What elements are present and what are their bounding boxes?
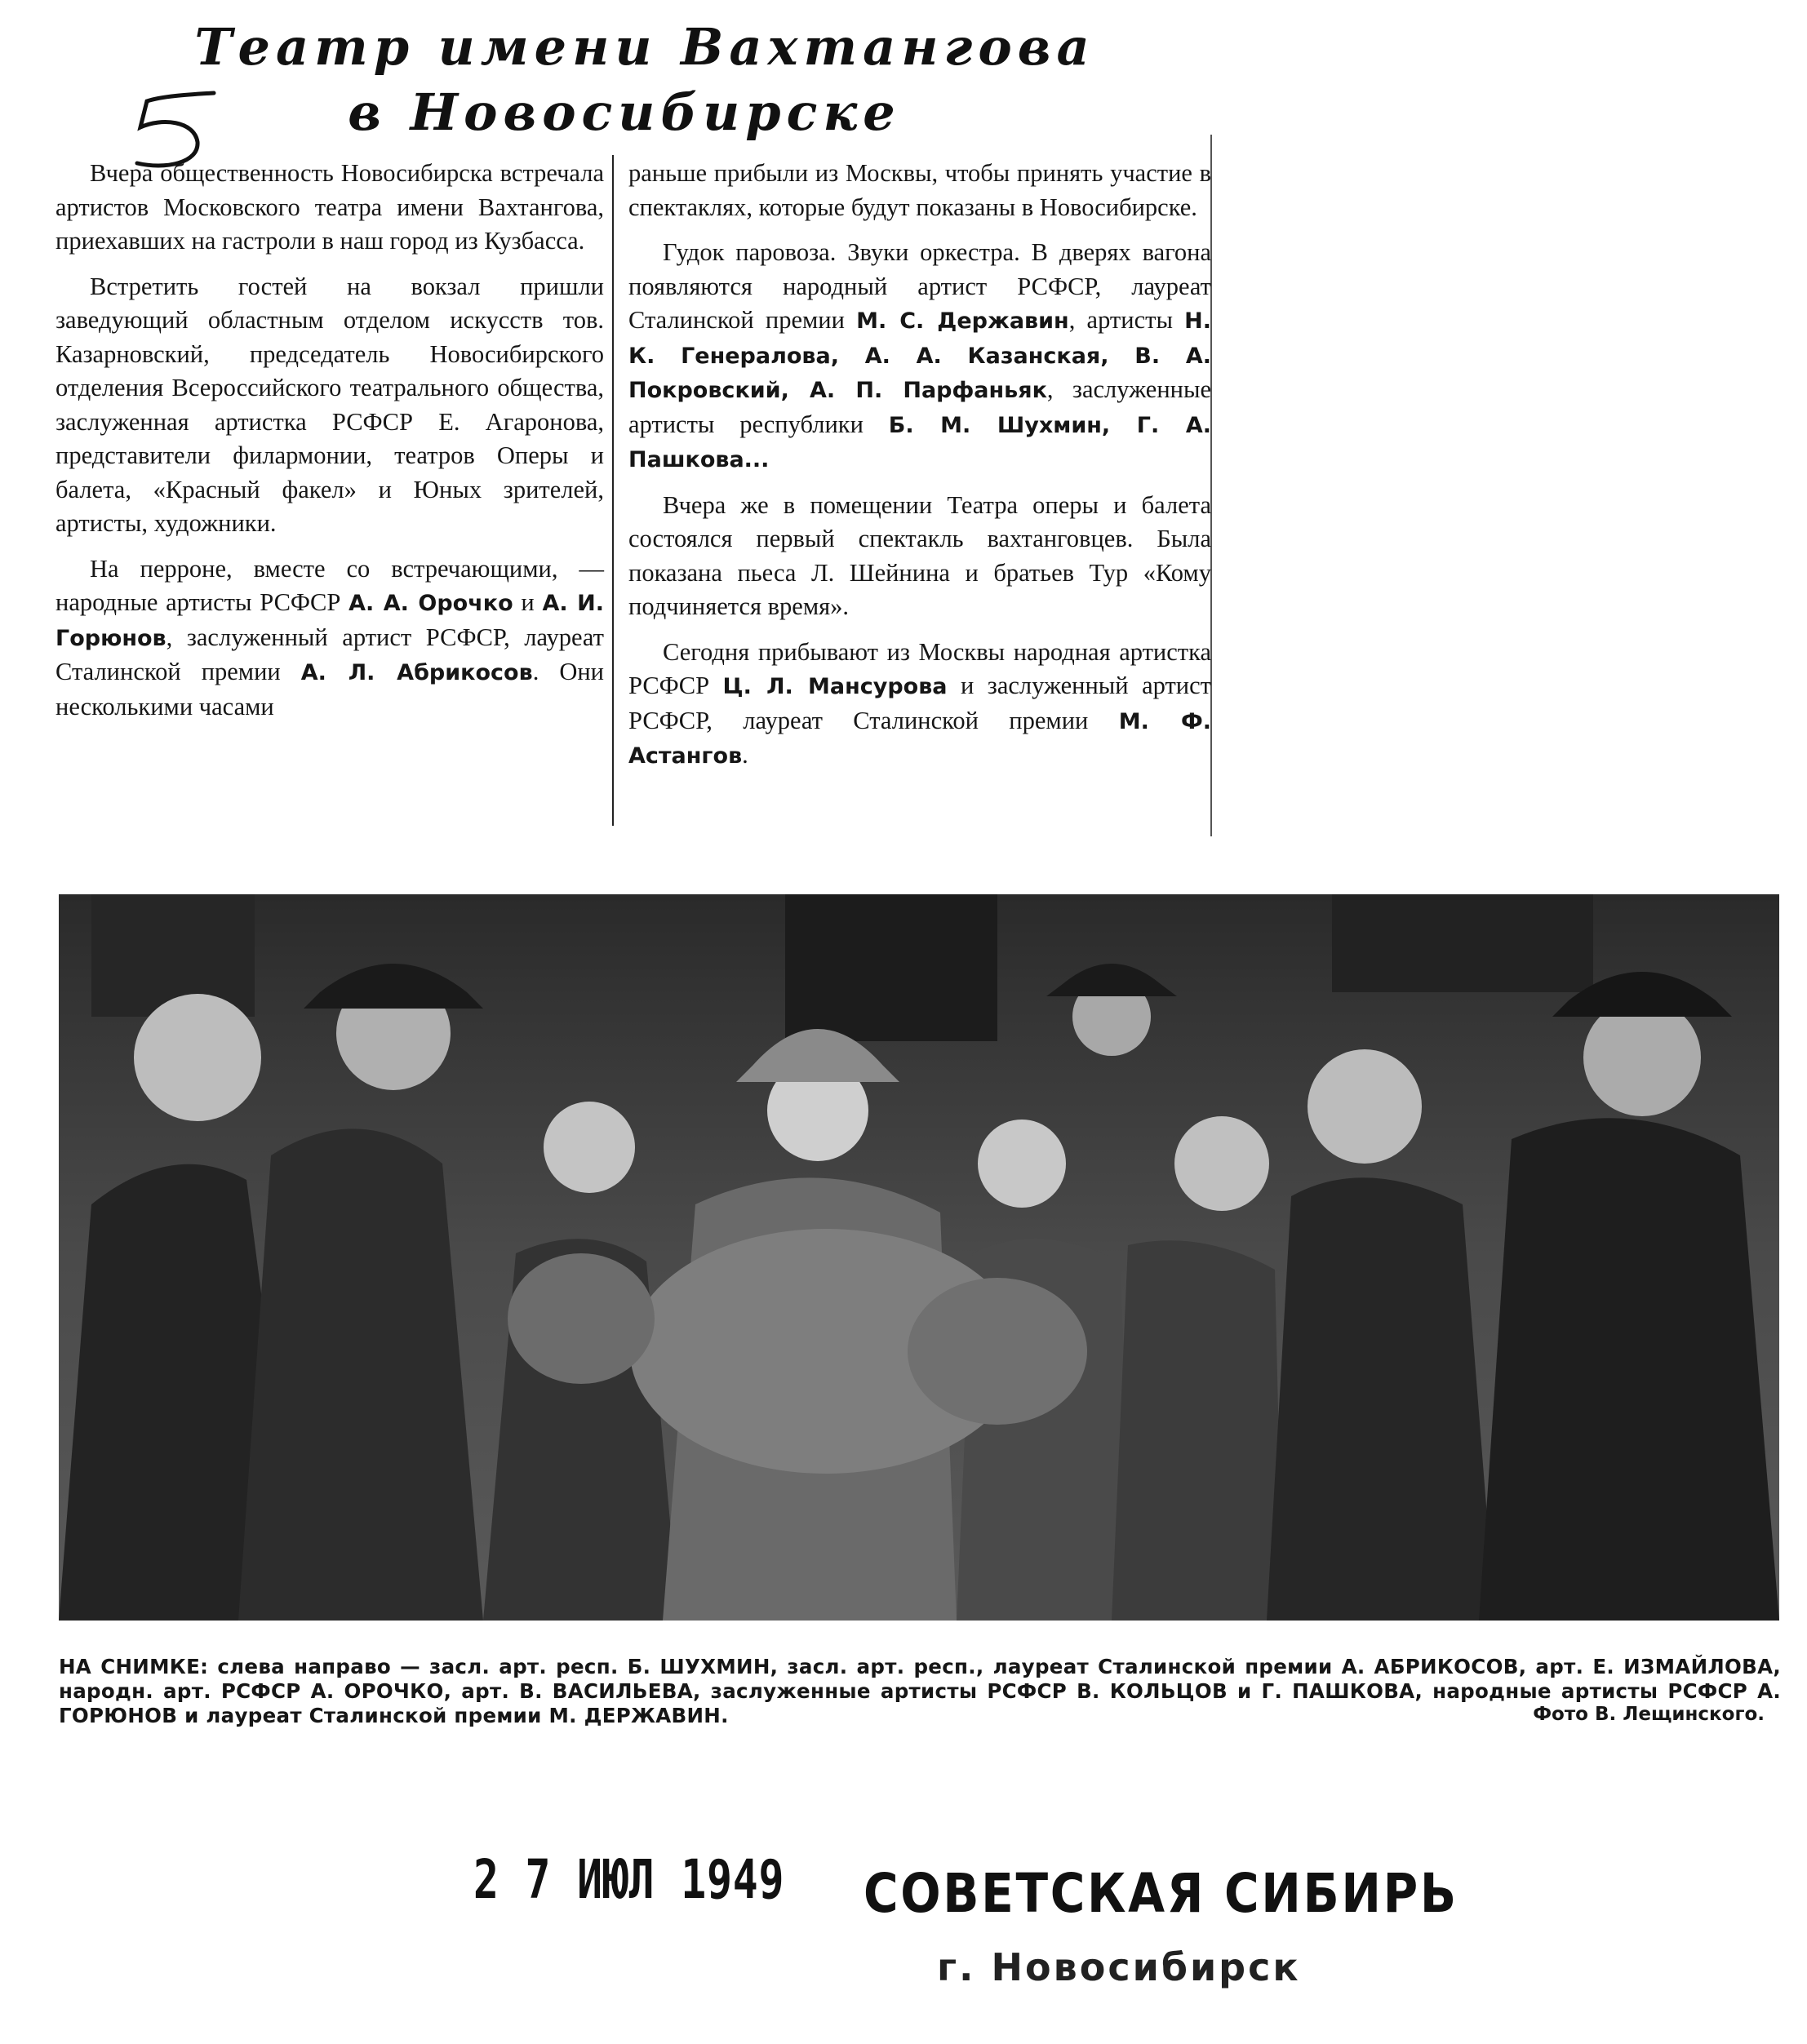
headline [122, 15, 1200, 145]
paragraph: На перроне, вместе со встречающими, — народные артисты РСФСР А. А. Орочко и А. И. Горюнов, заслуженный артист РСФСР, лауреат Сталинской премии А. Л. Абрикосов. Они несколькими часами [55, 554, 604, 720]
name-bold: Б. М. Шухмин, Г. А. Пашкова... [628, 412, 1211, 472]
paragraph: Гудок паровоза. Звуки оркестра. В дверях вагона появляются народный артист РСФСР, лауреат Сталинской премии М. С. Державин, артисты Н. К. Генералова, А. А. Казанская, В. А. Покровский, А. П. Парфаньяк, заслуженные артисты республики Б. М. Шухмин, Г. А. Пашкова... [628, 238, 1211, 472]
newspaper-stamp: СОВЕТСКАЯ СИБИРЬ [864, 1862, 1458, 1925]
paragraph: раньше прибыли из Москвы, чтобы принять участие в спектаклях, которые будут показаны в Новосибирске. [628, 159, 1211, 221]
name-bold: А. А. Орочко [349, 591, 513, 616]
paragraph: Сегодня прибывают из Москвы народная артистка РСФСР Ц. Л. Мансурова и заслуженный артист РСФСР, лауреат Сталинской премии М. Ф. Астангов. [628, 637, 1211, 769]
paragraph: Вчера же в помещении Театра оперы и балета состоялся первый спектакль вахтанговцев. Была показана пьеса Л. Шейнина и братьев Тур «Кому подчиняется время». [628, 490, 1211, 620]
article-column-1 [55, 157, 604, 735]
paragraph: Встретить гостей на вокзал пришли заведующий областным отделом искусств тов. Казарновский, председатель Новосибирского отделения Всероссийского театрального общества, заслуженная артистка РСФСР Е. Агаронова, представители филармонии, театров Оперы и балета, «Красный факел» и Юных зрителей, артисты, художники. [55, 272, 604, 537]
photo-caption: НА СНИМКЕ: слева направо — засл. арт. респ. Б. ШУХМИН, засл. арт. респ., лауреат Сталинской премии А. АБРИКОСОВ, арт. Е. ИЗМАЙЛОВА, народн. арт. РСФСР А. ОРОЧКО, арт. В. ВАСИЛЬЕВА, заслуженные артисты РСФСР В. КОЛЬЦОВ и Г. ПАШКОВА, народные артисты РСФСР А. ГОРЮНОВ и лауреат Сталинской премии М. ДЕРЖАВИН. [59, 1655, 1781, 1727]
name-bold: Н. К. Генералова, А. А. Казанская, В. А. Покровский, А. П. Парфаньяк [628, 308, 1211, 403]
date-stamp: 2 7 ИЮЛ 1949 [473, 1848, 785, 1911]
city-stamp: г. Новосибирск [937, 1945, 1301, 1989]
name-bold: М. Ф. Астангов [628, 708, 1211, 769]
photo-illustration [59, 894, 1779, 1621]
headline-line-2: в Новосибирске [348, 82, 901, 142]
name-bold: М. С. Державин [856, 308, 1069, 334]
photo-credit: Фото В. Лещинского. [1533, 1704, 1765, 1725]
paragraph: Вчера общественность Новосибирска встречала артистов Московского театра имени Вахтангова, приехавших на гастроли в наш город из Кузбасса. [55, 159, 604, 255]
name-bold: А. Л. Абрикосов [300, 660, 533, 685]
column-rule [612, 155, 614, 826]
group-photo [59, 894, 1779, 1621]
name-bold: Ц. Л. Мансурова [722, 674, 948, 699]
article-column-2 [628, 157, 1211, 785]
headline-line-1: Театр имени Вахтангова [194, 17, 1095, 77]
name-bold: А. И. Горюнов [55, 591, 604, 651]
